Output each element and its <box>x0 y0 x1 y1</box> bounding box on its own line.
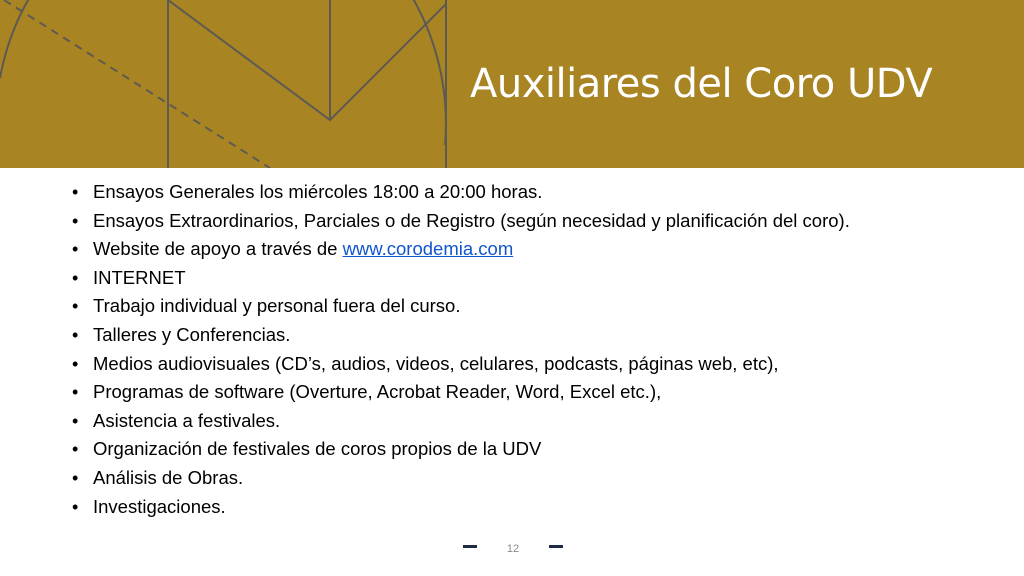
decor-zigzag <box>168 0 446 120</box>
slide-content <box>70 178 1000 521</box>
page-number: 12 <box>506 543 520 555</box>
bullet-text: INTERNET <box>93 266 186 288</box>
bullet-icon: • <box>72 182 79 202</box>
bullet-item <box>70 493 1000 522</box>
footer-dash-right <box>549 545 563 548</box>
bullet-text: Talleres y Conferencias. <box>93 323 291 345</box>
bullet-text: Trabajo individual y personal fuera del curso. <box>93 295 461 317</box>
bullet-icon: • <box>72 439 79 460</box>
bullet-text: Programas de software (Overture, Acrobat Reader, Word, Excel etc.), <box>93 381 662 403</box>
bullet-icon: • <box>72 210 79 231</box>
bullet-icon: • <box>72 239 79 260</box>
bullet-item <box>70 292 1000 321</box>
bullet-text: Organización de festivales de coros propios de la UDV <box>93 438 542 460</box>
bullet-item <box>70 207 1000 236</box>
bullet-icon: • <box>72 410 79 431</box>
footer-dash-left <box>463 545 477 548</box>
bullet-text: Ensayos Generales los miércoles 18:00 a 20:00 horas. <box>93 181 543 202</box>
bullet-icon: • <box>72 467 79 488</box>
bullet-text: Medios audiovisuales (CD’s, audios, videos, celulares, podcasts, páginas web, etc), <box>93 352 779 374</box>
decor-dashed-diagonal <box>4 0 270 168</box>
bullet-icon: • <box>72 267 79 288</box>
bullet-icon: • <box>72 353 79 374</box>
bullet-item <box>70 407 1000 436</box>
bullet-text: Website de apoyo a través de <box>93 238 343 260</box>
bullet-item <box>70 464 1000 493</box>
bullet-item <box>70 264 1000 293</box>
bullet-icon: • <box>72 382 79 403</box>
slide-header <box>0 0 1024 168</box>
bullet-item <box>70 350 1000 379</box>
bullet-icon: • <box>72 296 79 317</box>
bullet-item <box>70 435 1000 464</box>
bullet-icon: • <box>72 324 79 345</box>
bullet-item <box>70 178 1000 207</box>
bullet-icon: • <box>72 496 79 517</box>
bullet-text: Análisis de Obras. <box>93 466 244 488</box>
slide-title: Auxiliares del Coro UDV <box>470 61 933 107</box>
decor-arc <box>0 0 446 145</box>
bullet-text: Investigaciones. <box>93 495 226 517</box>
bullet-list <box>70 178 1000 521</box>
bullet-text: Asistencia a festivales. <box>93 409 281 431</box>
bullet-item <box>70 235 1000 264</box>
website-link[interactable]: www.corodemia.com <box>342 238 514 260</box>
bullet-text: Ensayos Extraordinarios, Parciales o de Registro (según necesidad y planificación del coro). <box>93 209 850 231</box>
bullet-item <box>70 321 1000 350</box>
bullet-item <box>70 378 1000 407</box>
